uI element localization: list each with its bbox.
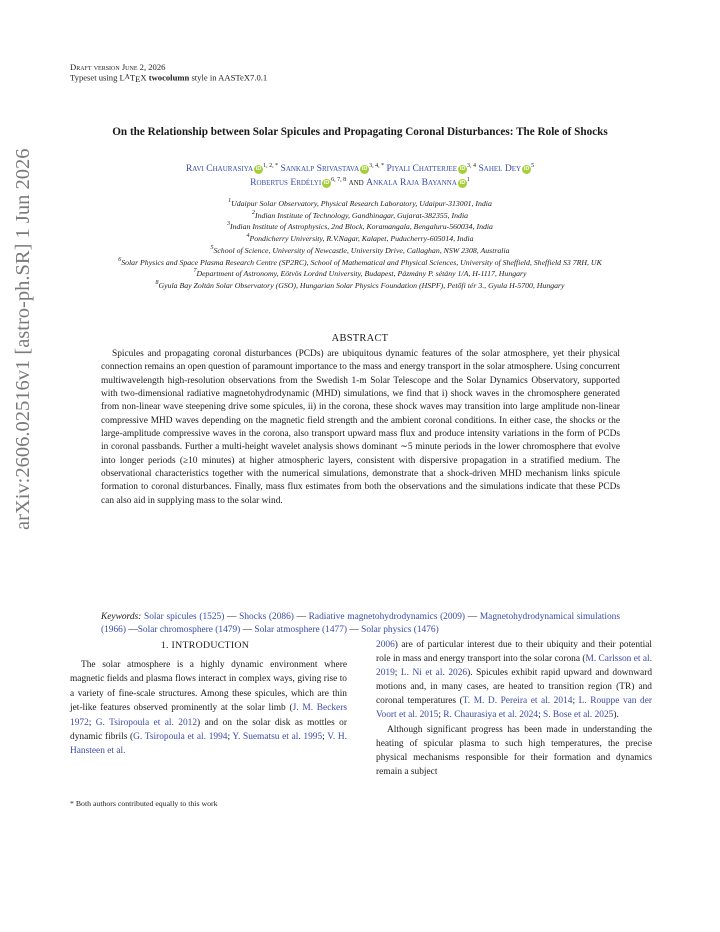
- abstract-paragraph: Spicules and propagating coronal disturbances (PCDs) are ubiquitous dynamic features of the solar atmosphere, yet their physical connection remains an open question of paramount importance to the mass and energy transport in the solar atmosphere. Using concurrent multiwavelength high-resolution observations from the Swedish 1-m Solar Telescope and the Solar Dynamics Observatory, supported with two-dimensional radiative magnetohydrodynamic (MHD) simulations, we find that i) shock waves in the chromosphere generated from non-linear wave steepening drive some spicules, ii) in the corona, these shock waves may transition into large amplitude non-linear compressive MHD waves depending on the magnetic field strength and the ambient coronal conditions. In either case, the shocks or the large-amplitude compressive waves in the corona, also transport upward mass flux and produce intensity variations in the form of PCDs in coronal passbands. Further a multi-height wavelet analysis shows dominant ∼5 minute periods in the lower chromosphere that evolve into longer periods (≥10 minutes) at higher atmospheric layers, consistent with dispersive propagation in a stratified medium. The observational characteristics together with the numerical simulations, demonstrate that a shock-driven MHD mechanism links spicule formation to coronal disturbances. Finally, mass flux estimates from both the observations and the simulations indicate that these PCDs can also aid in supplying mass to the solar wind.: [101, 349, 620, 506]
- orcid-icon[interactable]: iD: [255, 166, 262, 172]
- author-link[interactable]: Sankalp Srivastava: [280, 163, 360, 174]
- author-link[interactable]: Ravi Chaurasiya: [185, 163, 254, 174]
- section-heading: 1. INTRODUCTION: [160, 640, 250, 651]
- author-affil-marks: 3, 4, *: [369, 163, 385, 169]
- affiliation: $^5$School of Science, University of Newcastle, University Drive, Callaghan, NSW 2308, Australia: [210, 244, 510, 255]
- keyword-link[interactable]: Solar chromosphere (1479): [137, 625, 241, 636]
- abstract-heading: ABSTRACT: [331, 333, 389, 344]
- intro-paragraph: The solar atmosphere is a highly dynamic environment where magnetic fields and plasma flows interact in complex ways, giving rise to a variety of fine-scale structures. Among these spicules, which are thin jet-like features observed prominently at the solar limb (J. M. Beckers 1972; G. Tsiropoula et al. 2012) and on the solar disk as mottles or dynamic fibrils (G. Tsiropoula et al. 1994; Y. Suematsu et al. 1995; V. H. Hansteen et al.: [70, 660, 347, 757]
- keyword-link[interactable]: Magnetohydrodynamical simulations (1966): [101, 612, 620, 636]
- citation-link[interactable]: 2006: [376, 640, 395, 650]
- arxiv-identifier: arXiv:2606.02516v1 [astro-ph.SR] 1 Jun 2026: [12, 148, 34, 530]
- citation-link[interactable]: R. Chaurasiya et al. 2024: [443, 710, 539, 721]
- citation-link[interactable]: G. Tsiropoula et al. 2012: [95, 717, 198, 728]
- author-affil-marks: 1, 2, *: [263, 163, 279, 169]
- affiliation: $^1$Udaipur Solar Observatory, Physical Research Laboratory, Udaipur-313001, India: [228, 198, 492, 208]
- intro-paragraph: 2006) are of particular interest due to their ubiquity and their potential role in mass and energy transport into the solar corona (M. Carlsson et al. 2019; L. Ni et al. 2026). Spicules exhibit rapid upward and downward motions and, in many cases, are heated to transition region (TR) and coronal temperatures (T. M. D. Pereira et al. 2014; L. Rouppe van der Voort et al. 2015; R. Chaurasiya et al. 2024; S. Bose et al. 2025).: [376, 640, 653, 721]
- draft-header: [70, 62, 267, 84]
- author-list: Ravi Chaurasiya iD $^{1, 2, *}$ Sankalp Srivastava iD $^{3, 4, *}$ Piyali Chatterjee iD $^{3, 4}$ Sahel Dey iD $^5$ Robertus Erdélyi iD $^{6, 7, 8}$ and Ankala Raja Bayanna iD $^1$: [185, 163, 535, 188]
- typeset-line: Typeset using LATEX twocolumn style in AASTeX7.0.1: [70, 72, 268, 84]
- citation-link[interactable]: S. Bose et al. 2025: [543, 710, 614, 721]
- keyword-link[interactable]: Solar physics (1476): [361, 625, 439, 636]
- author-link[interactable]: Sahel Dey: [478, 163, 522, 174]
- author-affil-marks: 5: [531, 163, 535, 169]
- citation-link[interactable]: Y. Suematsu et al. 1995: [232, 732, 323, 743]
- author-affil-marks: 1: [466, 176, 470, 183]
- citation-link[interactable]: T. M. D. Pereira et al. 2014: [462, 696, 573, 707]
- keyword-link[interactable]: Radiative magnetohydrodynamics (2009): [308, 612, 466, 622]
- affiliations: [62, 198, 658, 292]
- citation-link[interactable]: J. M. Beckers 1972: [70, 703, 347, 728]
- footnote: * Both authors contributed equally to this work: [70, 799, 218, 808]
- keywords-label: Keywords:: [101, 612, 142, 622]
- author-affil-marks: 6, 7, 8: [331, 176, 347, 183]
- keyword-link[interactable]: Solar spicules (1525): [143, 612, 225, 622]
- citation-link[interactable]: L. Rouppe van der Voort et al. 2015: [376, 696, 653, 721]
- citation-link[interactable]: M. Carlsson et al. 2019: [376, 654, 652, 679]
- affiliation: $^6$Solar Physics and Space Plasma Research Centre (SP2RC), School of Mathematical and Physical Sciences, University of Sheffield, Sheffield S3 7RH, UK: [118, 256, 602, 267]
- affiliation: $^4$Pondicherry University, R.V.Nagar, Kalapet, Puducherry-605014, India: [246, 233, 474, 244]
- citation-link[interactable]: L. Ni et al. 2026: [400, 668, 468, 679]
- author-link[interactable]: Robertus Erdélyi: [250, 176, 322, 188]
- affiliation: $^8$Gyula Bay Zoltán Solar Observatory (GSO), Hungarian Solar Physics Foundation (HSPF), Petőfi tér 3., Gyula H-5700, Hungary: [155, 279, 565, 290]
- affiliation: $^2$Indian Institute of Technology, Gandhinagar, Gujarat-382355, India: [251, 209, 469, 220]
- keyword-link[interactable]: Solar atmosphere (1477): [254, 625, 348, 636]
- orcid-icon[interactable]: iD: [361, 166, 368, 172]
- paper-title: On the Relationship between Solar Spicules and Propagating Coronal Disturbances: The Role of Shocks: [112, 126, 608, 138]
- draft-version-line: Draft version June 2, 2026: [70, 62, 166, 72]
- orcid-icon[interactable]: iD: [523, 166, 530, 172]
- author-link[interactable]: Ankala Raja Bayanna: [366, 176, 457, 188]
- intro-paragraph: Although significant progress has been made in understanding the heating of spicular plasma to such high temperatures, the precise physical mechanisms responsible for their formation and dynamics remain a subject: [376, 724, 652, 777]
- affiliation: $^3$Indian Institute of Astrophysics, 2nd Block, Koramangala, Bengaluru-560034, India: [227, 221, 493, 232]
- keyword-link[interactable]: Shocks (2086): [239, 612, 294, 622]
- orcid-icon[interactable]: iD: [323, 179, 330, 186]
- orcid-icon[interactable]: iD: [459, 166, 466, 172]
- keywords-block: Keywords: Solar spicules (1525) — Shocks (2086) — Radiative magnetohydrodynamics (2009) — Magnetohydrodynamical simulations (1966) —Solar chromosphere (1479) — Solar atmosphere (1477) — Solar physics (1476): [101, 612, 620, 636]
- author-link[interactable]: Piyali Chatterjee: [386, 163, 458, 174]
- author-affil-marks: 3, 4: [467, 163, 477, 169]
- abstract-body: [101, 348, 620, 508]
- citation-link[interactable]: G. Tsiropoula et al. 1994: [133, 732, 228, 743]
- citation-link[interactable]: V. H. Hansteen et al.: [70, 732, 347, 757]
- intro-left-column: [70, 658, 347, 759]
- orcid-icon[interactable]: iD: [459, 179, 466, 186]
- intro-right-column: [376, 638, 652, 779]
- affiliation: $^7$Department of Astronomy, Eötvös Loránd University, Budapest, Pázmány P. sétány 1/A, H-1117, Hungary: [193, 268, 527, 279]
